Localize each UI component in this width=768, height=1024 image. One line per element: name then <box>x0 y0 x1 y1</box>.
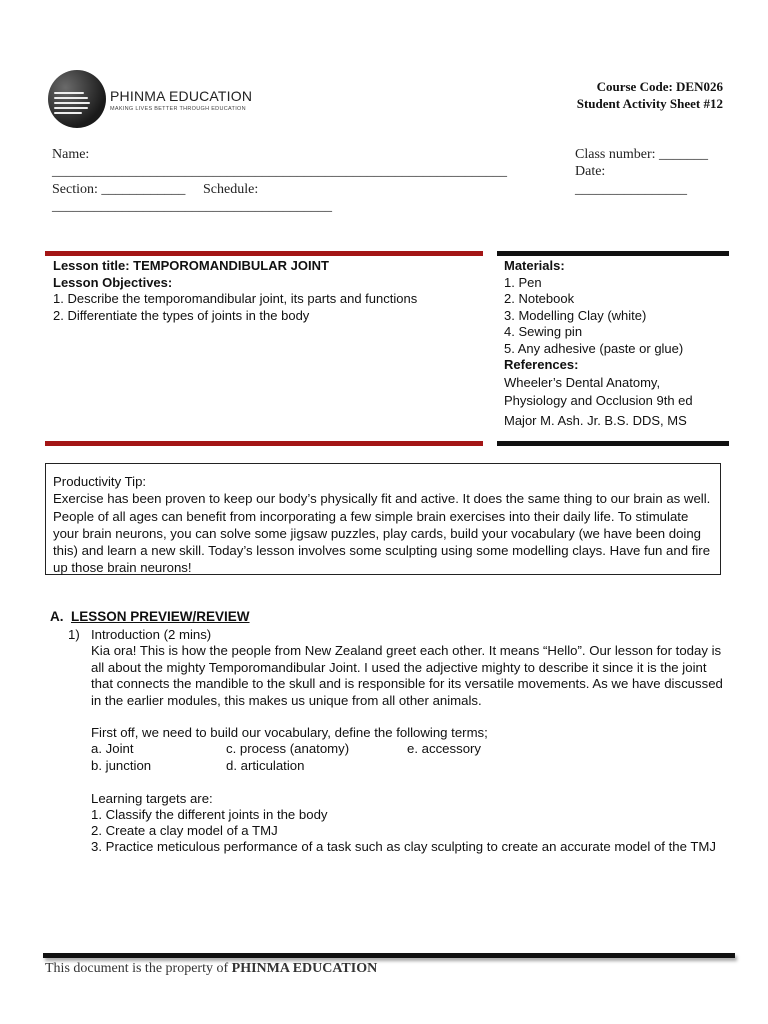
vocab-term: c. process (anatomy) <box>226 741 350 756</box>
material-item: 3. Modelling Clay (white) <box>504 307 647 323</box>
lesson-block <box>53 258 417 324</box>
vocab-term: e. accessory <box>407 741 482 756</box>
intro-paragraph: Kia ora! This is how the people from New Zealand greet each other. It means “Hello”. Our lesson for today is all about the mighty Temporomandibular Joint. I used the adjective mighty to describe it since it is the joint that connects the mandible to the skull and is responsible for its versatile movements. As we have discussed in the earlier modules, this makes us unique from all other animals. <box>91 643 723 708</box>
reference-line: Wheeler’s Dental Anatomy, <box>504 374 661 390</box>
schedule-label: Schedule: <box>203 182 259 197</box>
target-item: 2. Create a clay model of a TMJ <box>91 823 278 838</box>
name-label: Name: <box>52 147 90 162</box>
section-field[interactable]: Section: ____________ <box>52 182 186 197</box>
references-heading: References: <box>504 357 579 372</box>
material-item: 2. Notebook <box>504 291 575 306</box>
material-item: 1. Pen <box>504 274 542 290</box>
materials-heading: Materials: <box>504 258 565 273</box>
material-item: 5. Any adhesive (paste or glue) <box>504 340 684 356</box>
section-title: LESSON PREVIEW/REVIEW <box>71 609 250 624</box>
materials-bottom-rule <box>497 441 729 446</box>
objectives-heading: Lesson Objectives: <box>53 274 173 290</box>
lesson-title: Lesson title: TEMPOROMANDIBULAR JOINT <box>53 258 329 273</box>
intro-label: Introduction (2 mins) <box>91 627 212 642</box>
phinma-logo <box>48 70 253 132</box>
intro-number: 1) <box>68 627 80 642</box>
schedule-field-line[interactable]: ________________________________________ <box>52 199 332 214</box>
section-a-heading <box>50 609 250 624</box>
targets-heading: Learning targets are: <box>91 791 213 806</box>
material-item: 4. Sewing pin <box>504 324 583 339</box>
class-number-field[interactable]: Class number: _______ <box>575 147 708 162</box>
footer-rule <box>43 953 735 958</box>
materials-block <box>504 258 693 431</box>
reference-line: Physiology and Occlusion 9th ed <box>504 392 693 408</box>
reference-line: Major M. Ash. Jr. B.S. DDS, MS <box>504 412 687 428</box>
activity-sheet-number: Student Activity Sheet #12 <box>576 96 723 111</box>
date-label: Date: <box>575 164 606 179</box>
productivity-tip-box <box>45 463 721 575</box>
logo-tagline: MAKING LIVES BETTER THROUGH EDUCATION <box>110 106 246 112</box>
tip-heading: Productivity Tip: <box>53 474 147 489</box>
logo-name: PHINMA EDUCATION <box>110 88 253 104</box>
footer-owner: PHINMA EDUCATION <box>231 961 378 976</box>
objective-item: 2. Differentiate the types of joints in the body <box>53 307 310 323</box>
target-item: 1. Classify the different joints in the body <box>91 807 328 822</box>
logo-emblem-icon <box>48 70 106 128</box>
vocab-term: a. Joint <box>91 741 134 756</box>
tip-text: Exercise has been proven to keep our body’s physically fit and active. It does the same thing to our brain as well. People of all ages can benefit from incorporating a few simple brain exercises into their daily life. To stimulate your brain neurons, you can solve some jigsaw puzzles, play cards, build your vocabulary (we have been doing this) and learn a new skill. Today’s lesson involves some sculpting using some modelling clays. Have fun and fire up those brain neurons! <box>53 491 711 576</box>
target-item: 3. Practice meticulous performance of a task such as clay sculpting to create an accurate model of the TMJ <box>91 839 716 854</box>
lesson-bottom-rule <box>45 441 483 446</box>
date-field-line[interactable]: ________________ <box>575 182 687 197</box>
name-field-line[interactable]: _________________________________________________________________ <box>52 164 507 179</box>
vocab-term: d. articulation <box>226 758 305 773</box>
section-letter: A. <box>50 609 64 624</box>
vocab-intro: First off, we need to build our vocabulary, define the following terms; <box>91 725 488 740</box>
course-code: Course Code: DEN026 <box>596 79 723 94</box>
objective-item: 1. Describe the temporomandibular joint, its parts and functions <box>53 291 418 306</box>
footer-text <box>45 961 377 977</box>
materials-top-rule <box>497 251 729 256</box>
footer-prefix: This document is the property of <box>45 961 232 976</box>
vocab-term: b. junction <box>91 758 152 773</box>
lesson-top-rule <box>45 251 483 256</box>
